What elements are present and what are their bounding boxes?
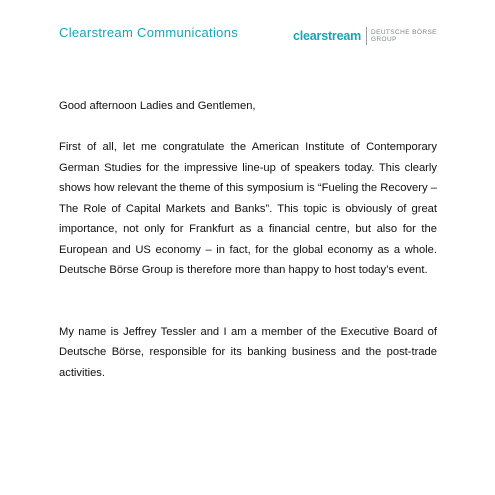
logo-subtitle: [371, 29, 437, 43]
page-header: [0, 0, 495, 60]
logo-subtitle-line2: GROUP: [371, 36, 397, 43]
logo-subtitle-line1: DEUTSCHE BÖRSE: [371, 29, 437, 36]
logo-wordmark: clearstream: [293, 29, 361, 43]
header-title: Clearstream Communications: [59, 25, 239, 40]
logo-divider: [366, 27, 367, 45]
paragraph-2: My name is Jeffrey Tessler and I am a member of the Executive Board of Deutsche Börse, responsible for its banking business and the post-trade activities.: [59, 325, 437, 379]
document-body: [59, 96, 437, 383]
clearstream-logo: [293, 25, 437, 47]
paragraph-1: First of all, let me congratulate the American Institute of Contemporary German Studies for the impressive line-up of speakers today. This clearly shows how relevant the theme of this symposium is “Fueling the Recovery – The Role of Capital Markets and Banks”. This topic is obviously of great importance, not only for Frankfurt as a financial centre, but also for the European and US economy – in fact, for the global economy as a whole. Deutsche Börse Group is therefore more than happy to host today’s event.: [59, 141, 437, 276]
greeting: Good afternoon Ladies and Gentlemen,: [59, 100, 256, 112]
